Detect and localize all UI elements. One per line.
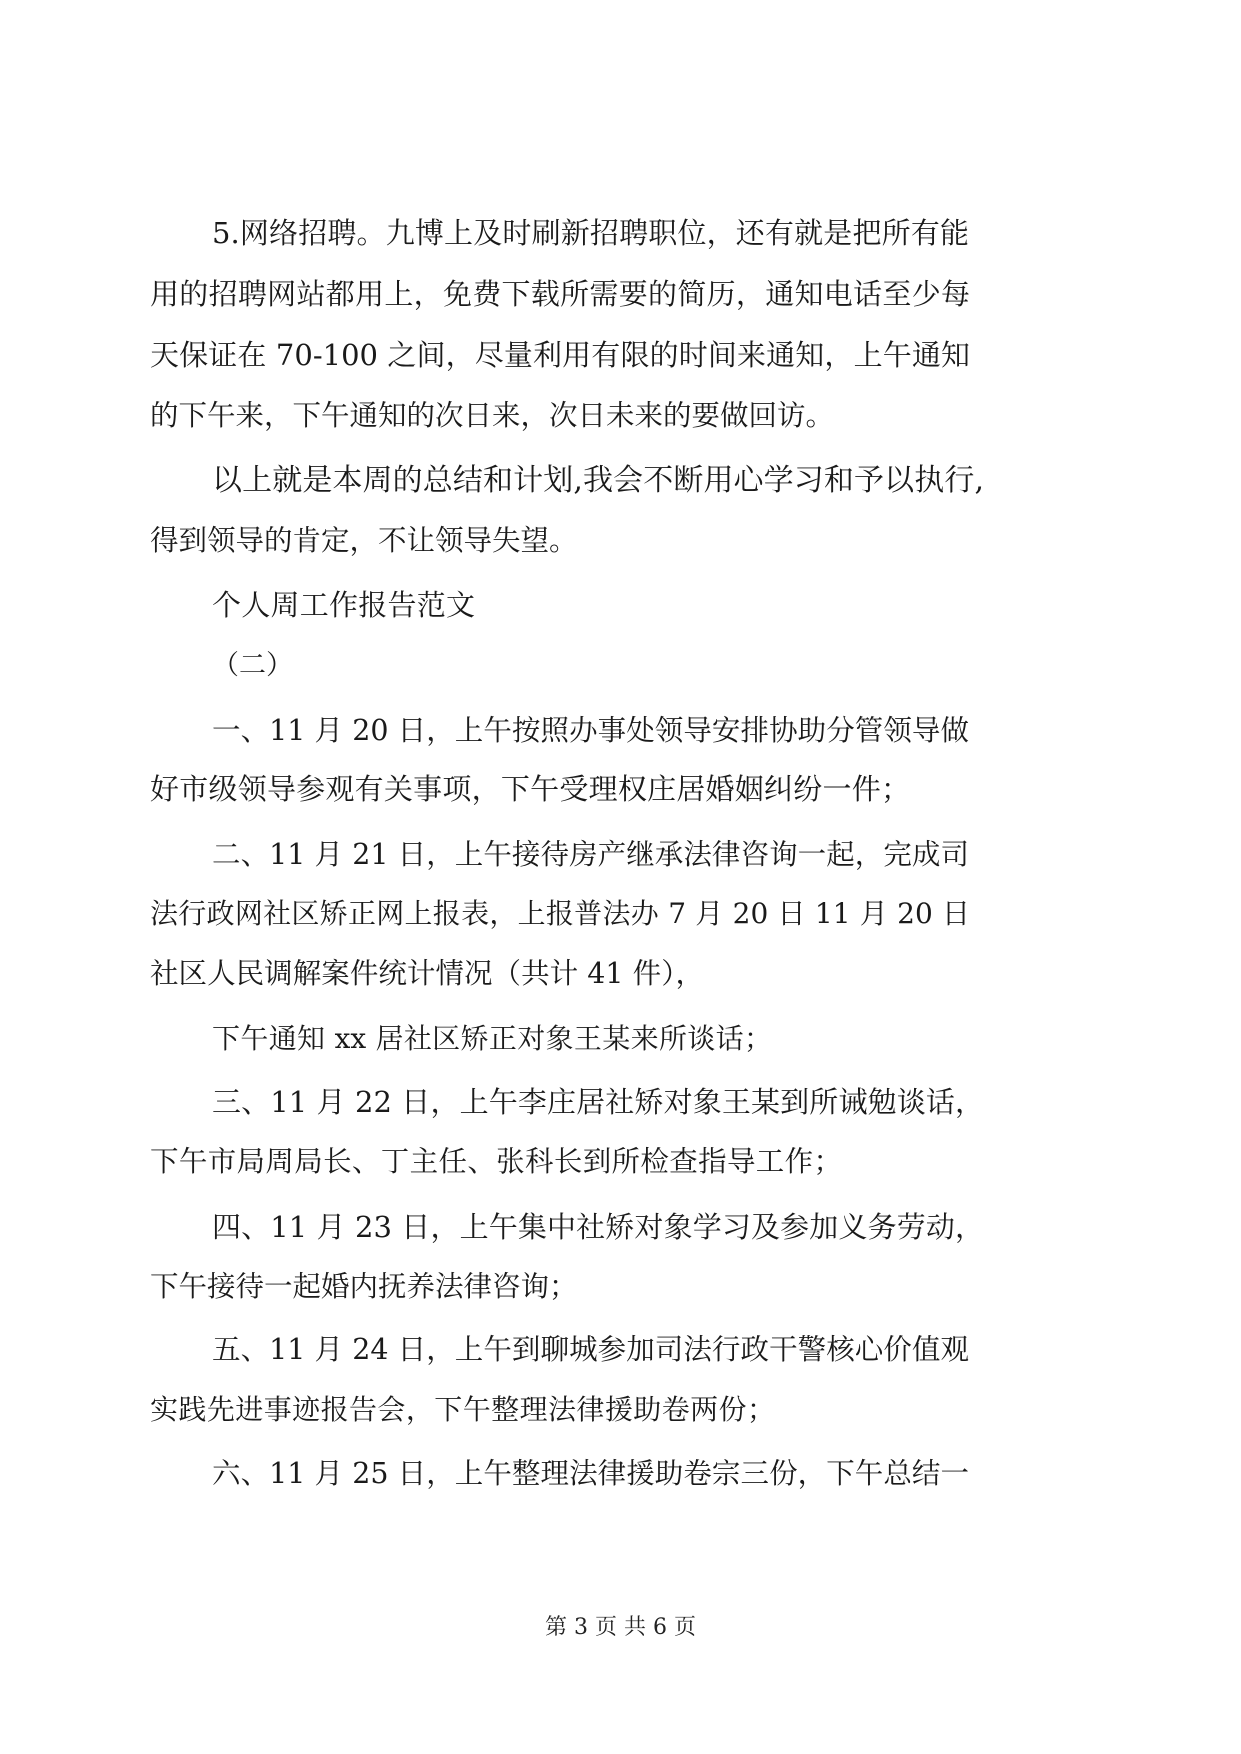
text-line: 下午接待一起婚内抚养法律咨询； (150, 1270, 578, 1303)
text-line: 天保证在 70-100 之间，尽量利用有限的时间来通知，上午通知 (150, 338, 970, 372)
text-line: 二、11 月 21 日，上午接待房产继承法律咨询一起，完成司 (212, 838, 969, 871)
text-line: 下午通知 xx 居社区矫正对象王某来所谈话； (212, 1022, 772, 1055)
section-title: 个人周工作报告范文 (212, 588, 475, 622)
text-line: 三、11 月 22 日，上午李庄居社矫对象王某到所诫勉谈话， (212, 1085, 984, 1119)
text-line: 五、11 月 24 日，上午到聊城参加司法行政干警核心价值观 (212, 1333, 969, 1366)
page-number-footer: 第 3 页 共 6 页 (545, 1615, 696, 1640)
text-line: 下午市局周局长、丁主任、张科长到所检查指导工作； (150, 1145, 842, 1178)
text-line: 的下午来，下午通知的次日来，次日未来的要做回访。 (150, 399, 835, 432)
text-line: 好市级领导参观有关事项，下午受理权庄居婚姻纠纷一件； (150, 772, 910, 806)
section-subtitle: （二） (212, 650, 293, 681)
text-line: 以上就是本周的总结和计划,我会不断用心学习和予以执行, (212, 463, 984, 498)
text-line: 5.网络招聘。九博上及时刷新招聘职位，还有就是把所有能 (212, 216, 969, 250)
text-line: 社区人民调解案件统计情况（共计 41 件）， (150, 957, 704, 990)
text-line: 得到领导的肯定，不让领导失望。 (150, 524, 578, 557)
text-line: 法行政网社区矫正网上报表，上报普法办 7 月 20 日 11 月 20 日 (150, 897, 970, 930)
text-line: 一、11 月 20 日，上午按照办事处领导安排协助分管领导做 (212, 714, 969, 747)
text-line: 六、11 月 25 日，上午整理法律援助卷宗三份，下午总结一 (212, 1457, 969, 1490)
text-line: 用的招聘网站都用上，免费下载所需要的简历，通知电话至少每 (150, 277, 970, 311)
text-line: 四、11 月 23 日，上午集中社矫对象学习及参加义务劳动， (212, 1210, 984, 1244)
text-line: 实践先进事迹报告会，下午整理法律援助卷两份； (150, 1393, 775, 1426)
